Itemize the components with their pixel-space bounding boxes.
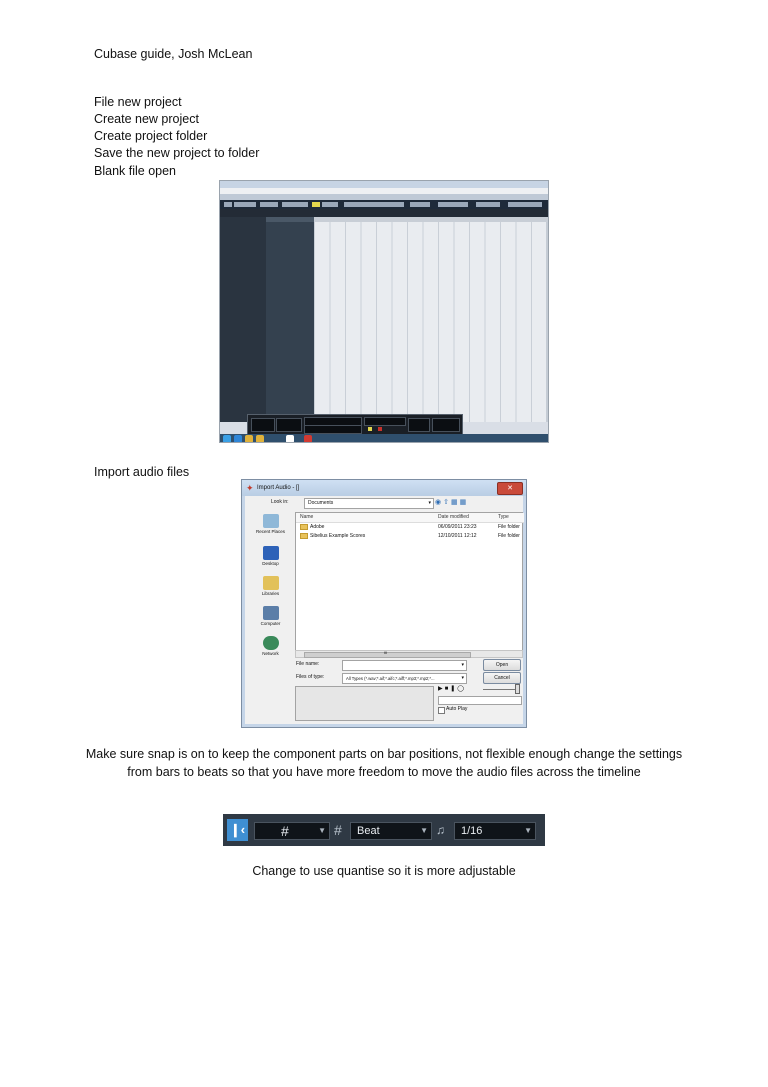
chevron-down-icon: ▾ (461, 662, 464, 668)
step-5: Blank file open (94, 164, 177, 178)
place-label: Recent Places (255, 529, 285, 534)
chevron-down-icon: ▼ (524, 826, 532, 835)
place-desktop[interactable] (249, 546, 292, 567)
recent-places-icon (263, 514, 279, 528)
look-in-value: Documents (308, 500, 334, 506)
import-audio-dialog-screenshot (241, 479, 527, 728)
import-heading: Import audio files (94, 465, 190, 479)
quantize-grid-icon: # (334, 822, 342, 838)
scroll-grip: III (384, 650, 388, 655)
open-button[interactable]: Open (483, 659, 521, 671)
look-in-label: Look in: (271, 499, 289, 505)
chevron-down-icon: ▼ (318, 826, 326, 835)
chevron-down-icon: ▼ (420, 826, 428, 835)
folder-icon (300, 533, 308, 539)
dialog-title: Import Audio - [] (257, 485, 300, 491)
place-label: Computer (260, 621, 281, 626)
place-label: Libraries (261, 591, 280, 596)
file-name-field[interactable] (342, 660, 467, 671)
file-name-label: File name: (296, 661, 320, 667)
horizontal-scrollbar[interactable] (295, 650, 523, 658)
date-cell: 06/09/2011 23:23 (438, 524, 477, 530)
step-3: Create project folder (94, 129, 208, 143)
cubase-event-display (314, 222, 548, 422)
files-of-type-value: All Types (*.wav;*.aif;*.aifc;*.aiff;*.mp3;*.mp2;*... (346, 676, 435, 681)
grid-type-dropdown[interactable] (254, 822, 330, 840)
cubase-title-bar (220, 181, 548, 188)
chevron-down-icon: ▾ (428, 500, 431, 506)
places-bar (249, 514, 292, 684)
file-name-cell: Adobe (310, 524, 325, 530)
column-type[interactable]: Type (496, 513, 524, 523)
date-cell: 12/10/2011 12:12 (438, 533, 477, 539)
cubase-blank-project-screenshot (219, 180, 549, 443)
cancel-button[interactable]: Cancel (483, 672, 521, 684)
files-of-type-label: Files of type: (296, 674, 325, 680)
quantize-length-dropdown[interactable] (454, 822, 536, 840)
snap-paragraph: Make sure snap is on to keep the component parts on bar positions, not flexible enough change the settings from bars to beats so that you have more freedom to move the audio files across the timeline (85, 747, 683, 779)
quantize-length-icon: ♫ (436, 823, 445, 837)
scroll-thumb[interactable] (304, 652, 471, 658)
place-label: Desktop (262, 561, 279, 566)
chevron-down-icon: ▾ (461, 675, 464, 681)
ie-icon (234, 435, 242, 443)
network-icon (263, 636, 279, 650)
windows-taskbar (220, 434, 548, 443)
quantize-dropdown[interactable] (350, 822, 432, 840)
place-libraries[interactable] (249, 576, 292, 597)
dialog-title-bar (242, 480, 526, 496)
cubase-inspector (220, 217, 266, 422)
step-4: Save the new project to folder (94, 146, 260, 160)
column-name[interactable]: Name (296, 513, 436, 523)
desktop-icon (263, 546, 279, 560)
quantise-caption: Change to use quantise so it is more adjustable (252, 864, 516, 878)
quantize-length-value: 1/16 (461, 825, 483, 837)
place-recent-places[interactable] (249, 514, 292, 535)
cubase-transport-panel (247, 414, 463, 436)
type-cell: File folder (498, 533, 520, 539)
cubase-info-line (220, 209, 548, 217)
auto-play-label: Auto Play (446, 706, 468, 712)
quantize-value: Beat (357, 825, 380, 837)
cubase-vertical-scrollbar (546, 222, 548, 422)
place-network[interactable] (249, 636, 292, 657)
start-icon (223, 435, 231, 443)
computer-icon (263, 606, 279, 620)
list-item[interactable] (296, 523, 522, 532)
folder-icon (300, 524, 308, 530)
look-in-select[interactable] (304, 498, 434, 509)
type-cell: File folder (498, 524, 520, 530)
snap-toolbar-screenshot (223, 814, 545, 846)
document-header: Cubase guide, Josh McLean (94, 47, 253, 61)
file-name-cell: Sibelius Example Scores (310, 533, 366, 539)
cubase-logo-icon: ✦ (246, 483, 254, 493)
close-button[interactable]: ✕ (497, 482, 523, 495)
cubase-toolbar (220, 200, 548, 209)
dialog-nav-icons[interactable]: ◉⇧▦▦ (435, 499, 469, 506)
preview-transport-icons[interactable]: ▶■❚◯ (438, 686, 466, 692)
preview-position-field[interactable] (438, 696, 522, 705)
snap-on-off-button[interactable]: ❙‹ (227, 819, 248, 841)
volume-slider-handle[interactable] (515, 684, 520, 694)
column-date-modified[interactable]: Date modified (436, 513, 496, 523)
media-icon (256, 435, 264, 443)
place-computer[interactable] (249, 606, 292, 627)
cubase-task-icon (286, 435, 294, 443)
files-of-type-select[interactable] (342, 673, 467, 684)
explorer-icon (245, 435, 253, 443)
step-2: Create new project (94, 112, 199, 126)
file-list[interactable] (295, 512, 523, 652)
auto-play-checkbox[interactable] (438, 707, 445, 714)
preview-area (295, 686, 434, 721)
volume-slider-track[interactable] (483, 689, 519, 690)
place-label: Network (262, 651, 279, 656)
list-item[interactable] (296, 532, 522, 541)
step-1: File new project (94, 95, 182, 109)
cubase-track-list (266, 217, 314, 422)
grid-icon: # (281, 823, 289, 839)
libraries-icon (263, 576, 279, 590)
app-icon (304, 435, 312, 443)
